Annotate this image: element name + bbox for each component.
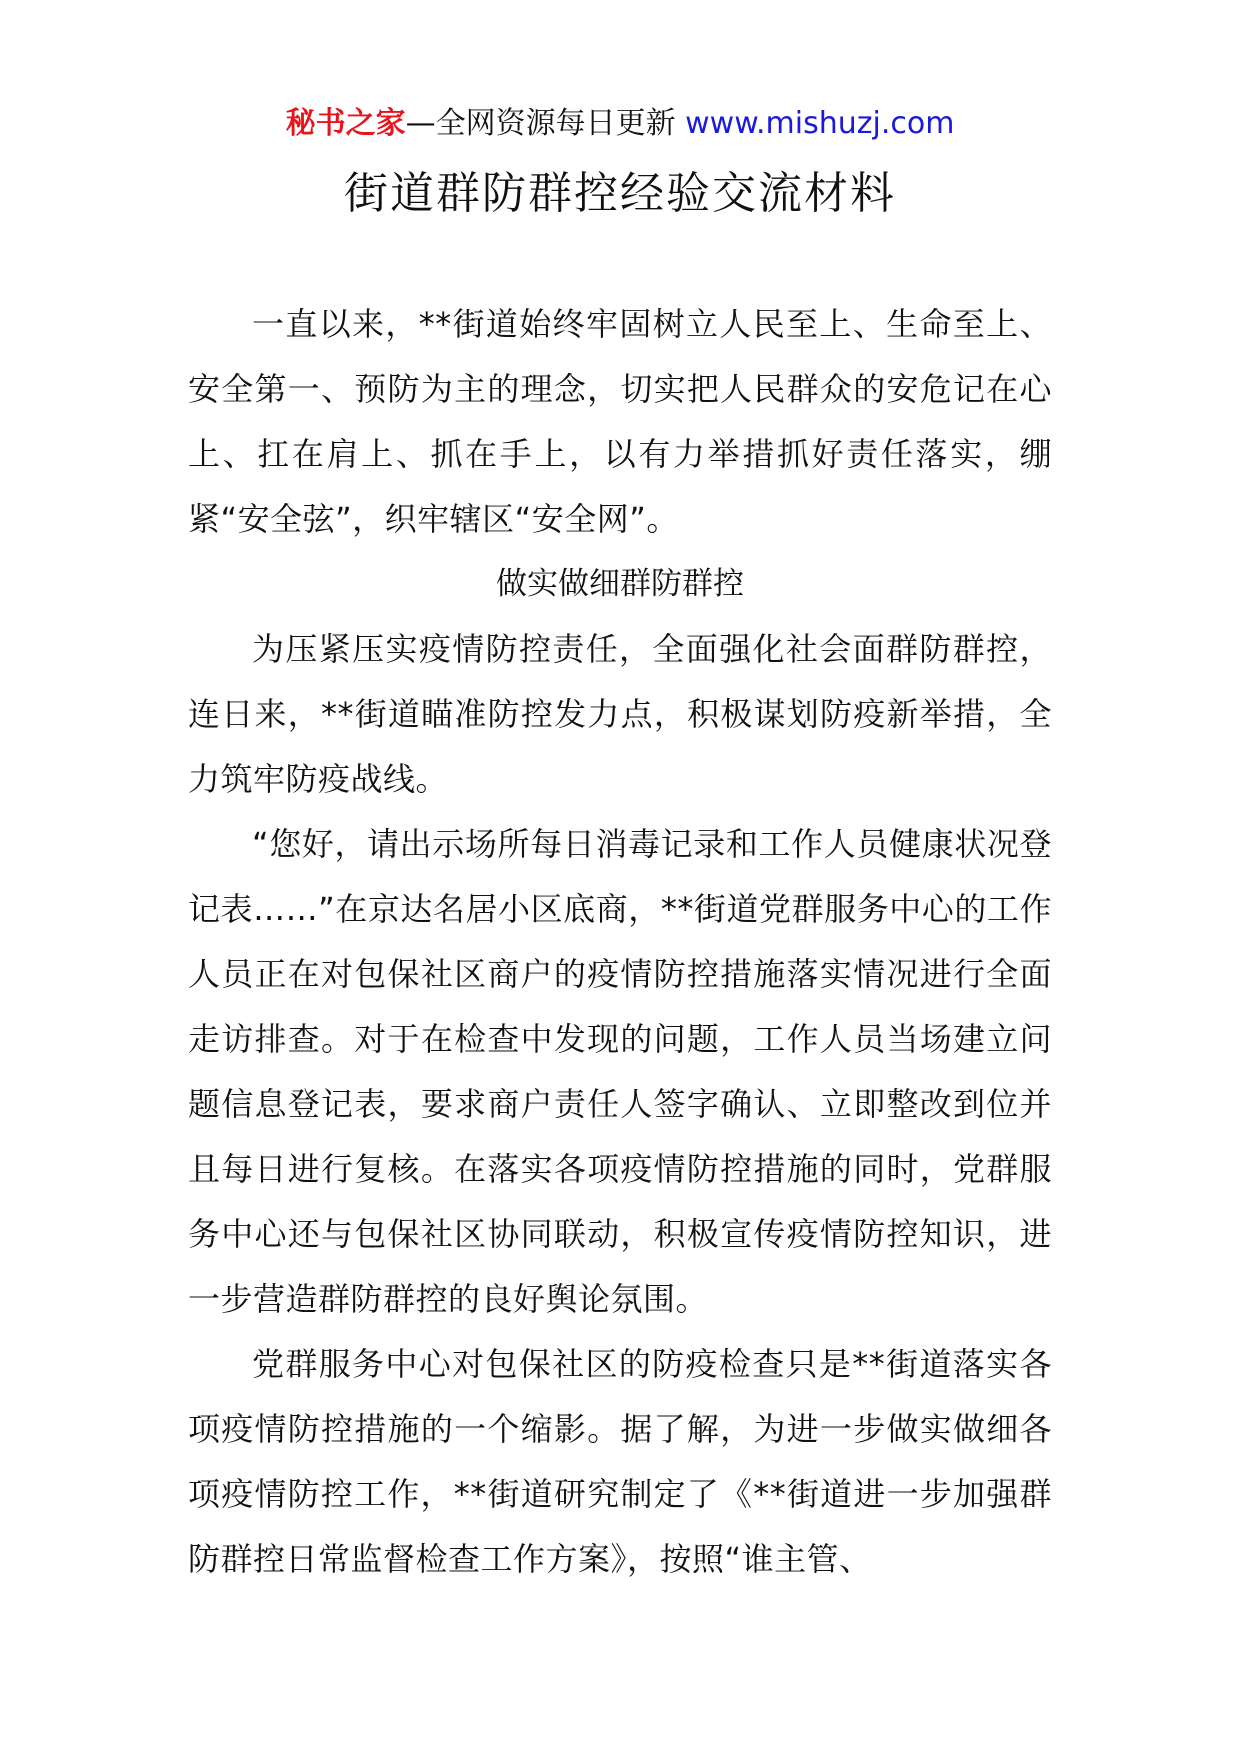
paragraph-4: 党群服务中心对包保社区的防疫检查只是**街道落实各项疫情防控措施的一个缩影。据了解，为进一步做实做细各项疫情防控工作，**街道研究制定了《**街道进一步加强群防群控日常监督检查工作方案》，按照“谁主管、 [188, 1345, 1052, 1578]
document-title: 街道群防群控经验交流材料 [344, 168, 896, 219]
paragraph-2: 为压紧压实疫情防控责任，全面强化社会面群防群控，连日来，**街道瞄准防控发力点，积极谋划防疫新举措，全力筑牢防疫战线。 [188, 630, 1052, 798]
site-url-link[interactable]: www.mishuzj.com [685, 106, 955, 141]
header-tagline: —全网资源每日更新 [405, 106, 676, 141]
paragraph-intro: 一直以来，**街道始终牢固树立人民至上、生命至上、安全第一、预防为主的理念，切实把人民群众的安危记在心上、扛在肩上、抓在手上，以有力举措抓好责任落实，绷紧“安全弦”，织牢辖区“安全网”。 [188, 305, 1052, 538]
brand-name: 秘书之家 [285, 106, 406, 141]
document-body [188, 292, 1052, 1592]
section-subheading: 做实做细群防群控 [496, 566, 744, 602]
paragraph-3: “您好，请出示场所每日消毒记录和工作人员健康状况登记表……”在京达名居小区底商，**街道党群服务中心的工作人员正在对包保社区商户的疫情防控措施落实情况进行全面走访排查。对于在检查中发现的问题，工作人员当场建立问题信息登记表，要求商户责任人签字确认、立即整改到位并且每日进行复核。在落实各项疫情防控措施的同时，党群服务中心还与包保社区协同联动，积极宣传疫情防控知识，进一步营造群防群控的良好舆论氛围。 [188, 825, 1052, 1318]
site-header [0, 102, 1240, 146]
